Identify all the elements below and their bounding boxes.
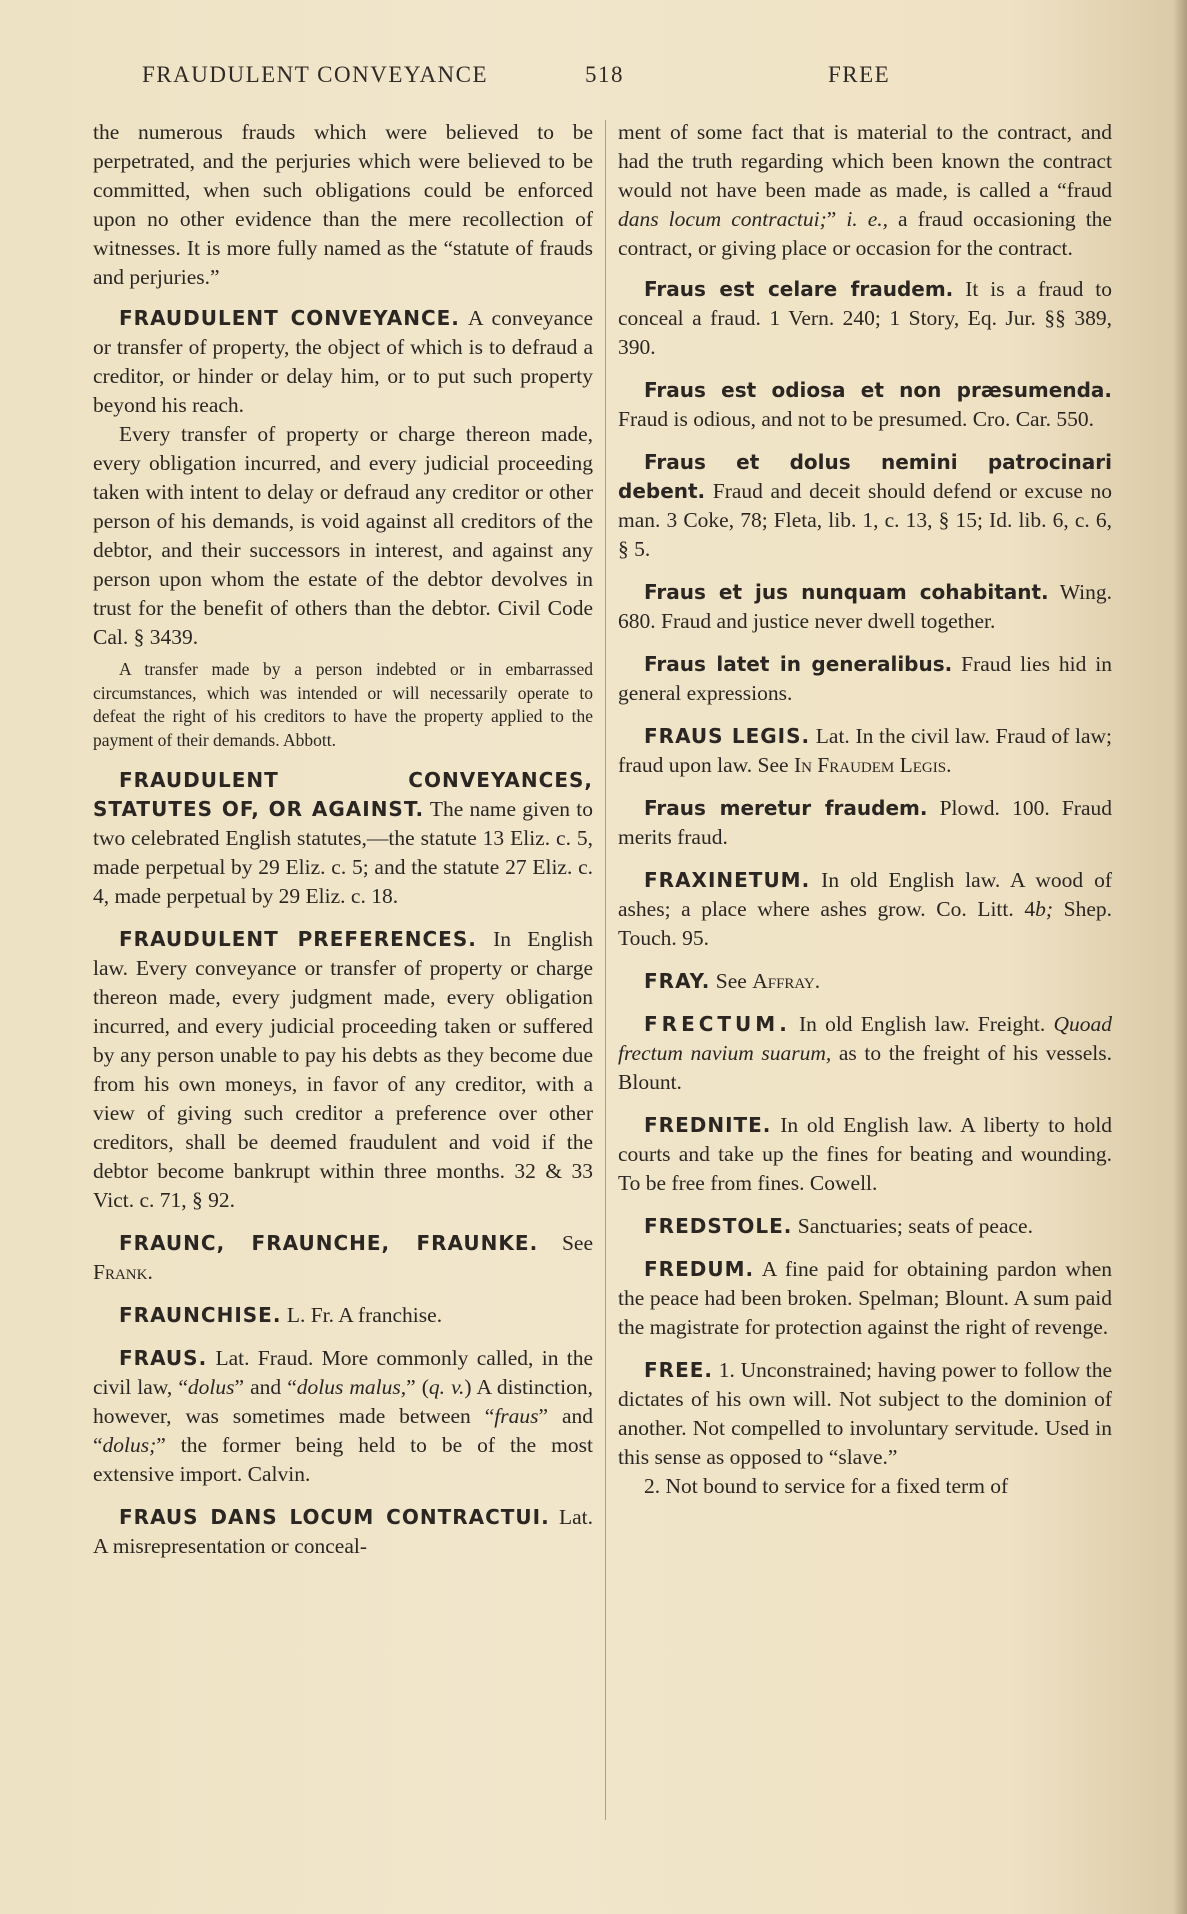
right-column [618,118,1112,1501]
definition: ” and “ [234,1375,297,1399]
headword: FRAUDULENT CONVEYANCE. [119,306,460,330]
cross-reference: Affray. [752,969,821,993]
headword: Fraus latet in generalibus. [644,652,953,676]
maxim-fraus-latet [618,650,1112,708]
definition: Lat. Fraud. More commonly called, in the civil law, “ [93,1346,593,1399]
definition: ment of some fact that is material to the contract, and had the truth regarding which been known the contract would not have been made as made, is called a “fraud [618,120,1112,202]
definition: Fraud is odious, and not to be presumed. Cro. Car. 550. [618,407,1094,431]
latin-term: dans locum contractui; [618,207,827,231]
entry-frednite [618,1111,1112,1198]
definition: ” ( [406,1375,429,1399]
definition: as to the freight of his vessels. Blount. [618,1041,1112,1094]
headword: Fraus et jus nunquam cohabitant. [644,580,1049,604]
headword: Fraus est odiosa et non præsumenda. [644,378,1112,402]
definition: ” the former being held to be of the most extensive import. Calvin. [93,1433,593,1486]
entry-fraudulent-conveyance [93,304,593,420]
headword: FRAUDULENT PREFERENCES. [119,927,477,951]
latin-term: dolus [187,1375,235,1399]
headword: Fraus et dolus nemini patrocinari debent. [618,450,1112,503]
headword: FREDUM. [644,1257,755,1281]
headword: FRAY. [644,969,711,993]
latin-term: b; [1035,897,1054,921]
definition: 1. Unconstrained; having power to follow the dictates of his own will. Not subject to the dominion of another. Not compelled to involuntary servitude. Used in this sense as opposed to “slave.” [618,1358,1112,1469]
latin-term: dolus malus, [296,1375,407,1399]
headword: FRAUS LEGIS. [644,724,811,748]
definition: Sanctuaries; seats of peace. [792,1214,1033,1238]
definition: a fraud occasioning the contract, or giving place or occasion for the contract. [618,207,1112,260]
continued-paragraph: the numerous frauds which were believed to be perpetrated, and the perjuries which were believed to be committed, when such obligations could be enforced upon no other evidence than the mere recollection of witnesses. It is more fully named as the “statute of frauds and perjuries.” [93,120,593,289]
headword: FRAUS. [119,1346,208,1370]
definition: ” [826,207,847,231]
entry-note: A transfer made by a person indebted or in embarrassed circumstances, which was intended or will necessarily operate to defeat the right of his creditors to have the property applied to the payment of their demands. Abbott. [93,659,593,750]
definition: See [538,1231,593,1255]
definition: Wing. 680. Fraud and justice never dwell together. [618,580,1112,633]
headword: FRAUDULENT CONVEYANCES, STATUTES OF, OR AGAINST. [93,768,593,821]
latin-term: fraus [494,1404,539,1428]
entry-paragraph: 2. Not bound to service for a fixed term of [644,1474,1009,1498]
entry-fraudulent-preferences [93,925,593,1215]
definition: In English law. Every conveyance or transfer of property or charge thereon made, every judgment made, every obligation incurred, and every judicial proceeding taken or suffered by any person unable to pay his debts as they become due from his own moneys, in favor of any creditor, with a view of giving such creditor a preference over other creditors, shall be deemed fraudulent and void if the debtor become bankrupt within three months. 32 & 33 Vict. c. 71, § 92. [93,927,593,1212]
page-number: 518 [585,62,624,87]
definition: It is a fraud to conceal a fraud. 1 Vern. 240; 1 Story, Eq. Jur. §§ 389, 390. [618,277,1112,359]
definition: Fraud lies hid in general expressions. [618,652,1112,705]
entry-fredum [618,1255,1112,1342]
headword: FREDSTOLE. [644,1214,793,1238]
entry-fraunchise [93,1301,593,1330]
headword: FRAUNCHISE. [119,1303,282,1327]
definition: In old English law. Freight. [790,1012,1054,1036]
definition: ) A distinction, however, was sometimes made between “ [93,1375,594,1428]
definition: The name given to two celebrated English statutes,—the statute 13 Eliz. c. 5, made perpetual by 29 Eliz. c. 5; and the statute 27 Eliz. c. 4, made perpetual by 29 Eliz. c. 18. [93,797,593,908]
headword: FREDNITE. [644,1113,772,1137]
headword: FRAUNC, FRAUNCHE, FRAUNKE. [119,1231,539,1255]
latin-term: i. e., [846,207,888,231]
entry-fray [618,967,1112,996]
latin-term: q. v. [428,1375,465,1399]
column-divider [605,120,606,1820]
definition: ” and “ [93,1404,593,1457]
running-head-right: FREE [828,62,891,87]
definition: L. Fr. A franchise. [281,1303,443,1327]
definition: See [710,969,753,993]
maxim-fraus-est-odiosa [618,376,1112,434]
headword: Fraus est celare fraudem. [644,277,954,301]
maxim-fraus-est-celare [618,275,1112,362]
headword: Fraus meretur fraudem. [644,796,928,820]
definition: In old English law. A wood of ashes; a place where ashes grow. Co. Litt. 4 [618,868,1112,921]
headword: FRAXINETUM. [644,868,811,892]
entry-fraus-legis [618,722,1112,780]
headword: FRECTUM. [644,1012,791,1036]
maxim-fraus-et-dolus [618,448,1112,564]
running-head [0,62,1187,92]
left-column [93,118,593,1561]
headword: FRAUS DANS LOCUM CONTRACTUI. [119,1505,550,1529]
definition: In old English law. A liberty to hold courts and take up the fines for beating and wounding. To be free from fines. Cowell. [618,1113,1112,1195]
continued-paragraph [618,118,1112,263]
cross-reference: In Fraudem Legis. [793,753,952,777]
entry-frectum [618,1010,1112,1097]
definition: Lat. In the civil law. Fraud of law; fraud upon law. See [618,724,1112,777]
running-head-left: FRAUDULENT CONVEYANCE [142,62,489,87]
definition: A fine paid for obtaining pardon when the peace had been broken. Spelman; Blount. A sum paid the magistrate for protection against the right of revenge. [618,1257,1112,1339]
definition: A conveyance or transfer of property, the object of which is to defraud a creditor, or hinder or delay him, or to put such property beyond his reach. [93,306,593,417]
entry-paragraph: Every transfer of property or charge thereon made, every obligation incurred, and every judicial proceeding taken with intent to delay or defraud any creditor or other person of his demands, is void against all creditors of the debtor, and their successors in interest, and against any person upon whom the estate of the debtor devolves in trust for the benefit of others than the debtor. Civil Code Cal. § 3439. [93,422,593,649]
page-edge-shadow [1173,0,1187,1914]
latin-term: Quoad frectum navium suarum, [618,1012,1112,1065]
maxim-fraus-meretur [618,794,1112,852]
entry-fraus-dans-locum [93,1503,593,1561]
maxim-fraus-et-jus [618,578,1112,636]
cross-reference: Frank. [93,1260,153,1284]
entry-fraus [93,1344,593,1489]
definition: Lat. A misrepresentation or conceal- [93,1505,593,1558]
latin-term: dolus; [102,1433,157,1457]
entry-free [618,1356,1112,1472]
definition: Plowd. 100. Fraud merits fraud. [618,796,1112,849]
entry-fraxinetum [618,866,1112,953]
definition: Shep. Touch. 95. [618,897,1113,950]
headword: FREE. [644,1358,713,1382]
entry-fraudulent-conveyances-statutes [93,766,593,911]
entry-fredstole [618,1212,1112,1241]
entry-fraunc [93,1229,593,1287]
definition: Fraud and deceit should defend or excuse no man. 3 Coke, 78; Fleta, lib. 1, c. 13, § 15; Id. lib. 6, c. 6, § 5. [618,479,1112,561]
